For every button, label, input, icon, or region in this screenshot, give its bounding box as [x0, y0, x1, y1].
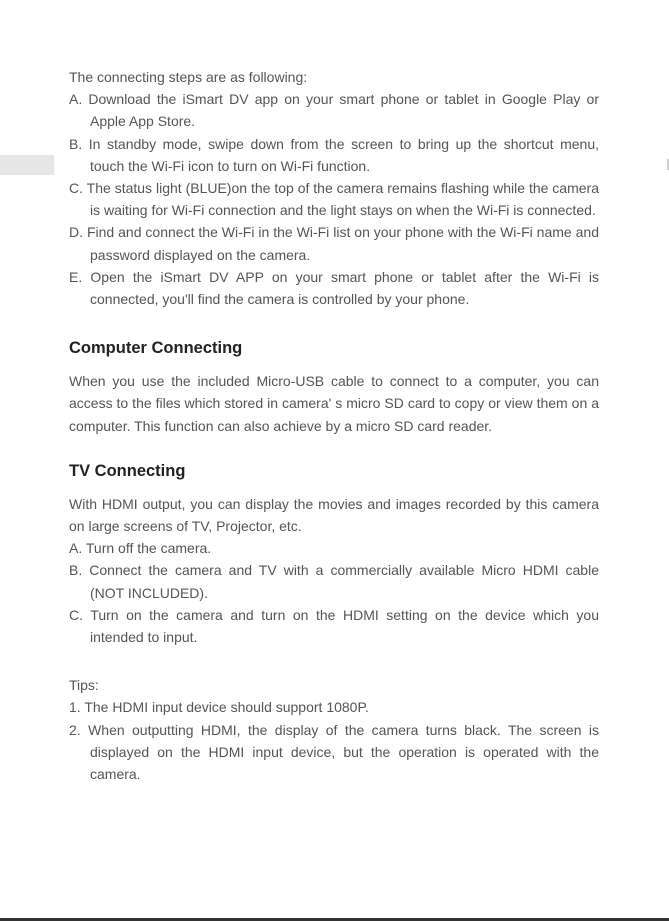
step-label: C. — [69, 606, 91, 623]
tip-label: 1. — [69, 699, 85, 716]
step-text: Download the iSmart DV app on your smart phone or tablet in Google Play or Apple App Store. — [88, 91, 599, 130]
tv-step-b — [69, 559, 599, 603]
tip-text: The HDMI input device should support 1080P. — [84, 699, 369, 716]
tv-connecting-body: With HDMI output, you can display the movies and images recorded by this camera on large screens of TV, Projector, etc. — [69, 495, 599, 535]
step-label: A. — [69, 540, 86, 557]
step-text: Turn on the camera and turn on the HDMI setting on the device which you intended to input. — [90, 606, 600, 646]
step-text: In standby mode, swipe down from the screen to bring up the shortcut menu, touch the Wi-Fi icon to turn on Wi-Fi function. — [88, 135, 599, 174]
side-tab-marker — [0, 155, 54, 175]
step-text: The status light (BLUE)on the top of the camera remains flashing while the camera is waiting for Wi-Fi connection and the light stays on when the Wi-Fi is connected. — [86, 180, 599, 219]
step-label: D. — [69, 224, 87, 241]
tip-label: 2. — [69, 721, 89, 738]
wifi-step-a — [69, 88, 599, 132]
tv-connecting-heading: TV Connecting — [69, 461, 186, 480]
step-text: Connect the camera and TV with a commercially available Micro HDMI cable (NOT INCLUDED). — [89, 562, 599, 601]
wifi-steps — [69, 88, 599, 310]
step-label: B. — [69, 562, 90, 579]
step-text: Open the iSmart DV APP on your smart phone or tablet after the Wi-Fi is connected, you'll find the camera is controlled by your phone. — [90, 268, 600, 308]
tip-item-1 — [69, 696, 599, 718]
tv-steps — [69, 537, 599, 648]
tip-text: When outputting HDMI, the display of the camera turns black. The screen is displayed on the HDMI input device, but the operation is operated with the camera. — [88, 721, 599, 783]
tv-step-a — [69, 537, 599, 559]
step-label: A. — [69, 91, 89, 108]
manual-page — [69, 66, 599, 785]
step-label: C. — [69, 180, 87, 197]
wifi-step-b — [69, 133, 599, 177]
step-label: E. — [69, 268, 91, 285]
computer-connecting-heading: Computer Connecting — [69, 339, 243, 358]
step-text: Find and connect the Wi-Fi in the Wi-Fi list on your phone with the Wi-Fi name and password displayed on the camera. — [86, 224, 600, 263]
step-text: Turn off the camera. — [85, 540, 212, 557]
step-label: B. — [69, 135, 89, 152]
wifi-step-e — [69, 266, 599, 310]
tv-step-c — [69, 604, 599, 648]
tip-item-2 — [69, 719, 599, 786]
wifi-step-d — [69, 221, 599, 265]
intro-text: The connecting steps are as following: — [69, 69, 308, 85]
computer-connecting-body: When you use the included Micro-USB cable to connect to a computer, you can access to the files which stored in camera' s micro SD card to copy or view them on a computer. This function can also achieve by a micro SD card reader. — [69, 373, 599, 434]
tips-heading: Tips: — [69, 677, 99, 694]
wifi-step-c — [69, 177, 599, 221]
tips-list — [69, 696, 599, 785]
